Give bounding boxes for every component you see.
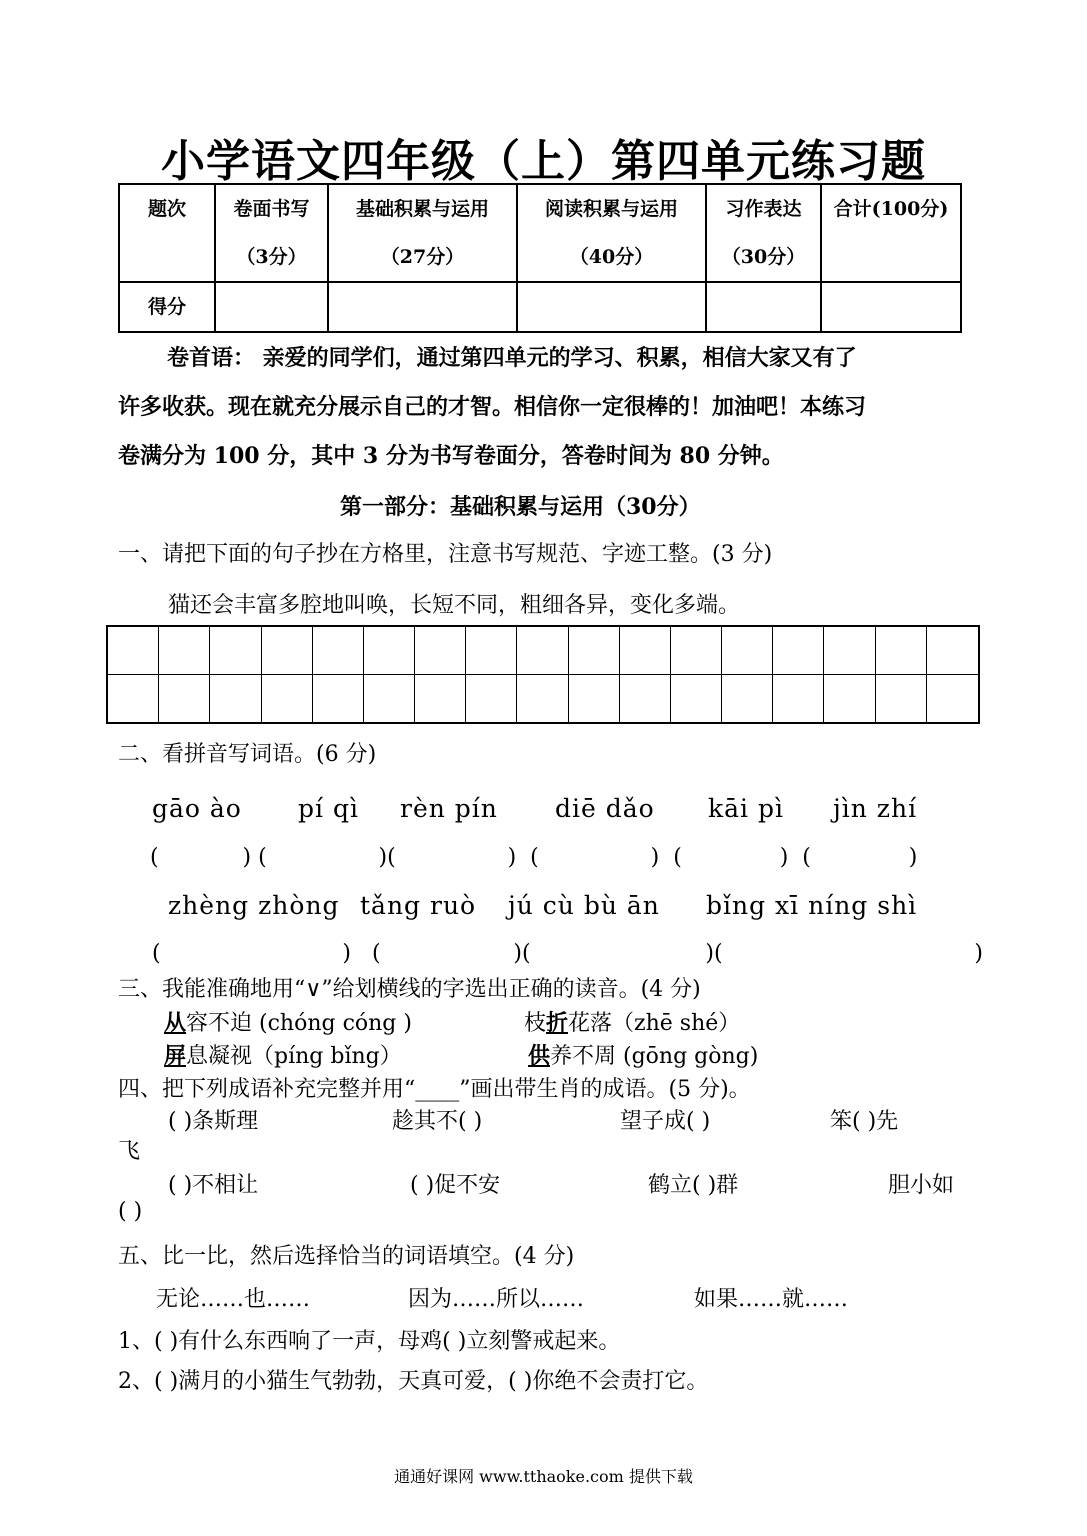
header-cell: 题次 <box>119 184 215 282</box>
header-cell: 合计(100分) <box>821 184 961 282</box>
pinyin: kāi pì <box>708 794 784 823</box>
intro-line-3: 卷满分为 100 分，其中 3 分为书写卷面分，答卷时间为 80 分钟。 <box>118 443 784 469</box>
idiom-item: 胆小如 <box>888 1173 955 1198</box>
q3-item: 屏息凝视（píng bǐng） <box>164 1043 402 1069</box>
score-input-cell[interactable] <box>328 282 517 332</box>
pinyin: rèn pín <box>400 794 498 823</box>
part1-heading: 第一部分：基础积累与运用（30分） <box>340 494 701 520</box>
pinyin: pí qì <box>298 794 359 823</box>
idiom-wrap: ( ) <box>118 1199 143 1224</box>
idiom-item: ( )不相让 <box>168 1173 259 1198</box>
q5-sentence-1: 1、( )有什么东西响了一声，母鸡( )立刻警戒起来。 <box>118 1329 621 1354</box>
q1-title: 一、请把下面的句子抄在方格里，注意书写规范、字迹工整。(3 分) <box>118 542 773 567</box>
q1-sentence: 猫还会丰富多腔地叫唤，长短不同，粗细各异，变化多端。 <box>168 593 741 618</box>
idiom-item: 笨( )先 <box>830 1109 899 1134</box>
header-cell: 基础积累与运用 （27分） <box>328 184 517 282</box>
idiom-item: ( )条斯理 <box>168 1109 259 1134</box>
q3-item: 供养不周 (gōng gòng) <box>528 1043 759 1069</box>
score-input-cell[interactable] <box>706 282 821 332</box>
score-input-cell[interactable] <box>215 282 328 332</box>
idiom-item: ( )促不安 <box>410 1173 501 1198</box>
page-title: 小学语文四年级（上）第四单元练习题 <box>161 136 926 187</box>
pinyin: jú cù bù ān <box>508 891 660 920</box>
intro-line-2: 许多收获。现在就充分展示自己的才智。相信你一定很棒的！加油吧！本练习 <box>118 394 867 420</box>
q5-title: 五、比一比，然后选择恰当的词语填空。(4 分) <box>118 1244 575 1269</box>
word-option: 如果……就…… <box>694 1287 849 1312</box>
q2-title: 二、看拼音写词语。(6 分) <box>118 742 377 767</box>
pinyin: jìn zhí <box>833 794 918 823</box>
score-input-cell[interactable] <box>517 282 706 332</box>
q3-item: 枝折花落（zhē shé） <box>524 1010 741 1036</box>
idiom-item: 望子成( ) <box>620 1109 711 1134</box>
pinyin: gāo ào <box>152 794 242 823</box>
score-input-cell[interactable] <box>821 282 961 332</box>
pinyin: diē dǎo <box>555 794 655 823</box>
q3-title: 三、我能准确地用“∨”给划横线的字选出正确的读音。(4 分) <box>118 977 701 1002</box>
header-cell: 卷面书写 （3分） <box>215 184 328 282</box>
answer-blank[interactable]: ( ) ( )( ) ( ) ( ) ( ) <box>150 845 918 870</box>
pinyin: tǎng ruò <box>360 891 477 920</box>
header-cell: 阅读积累与运用 （40分） <box>517 184 706 282</box>
q3-item: 从容不迫 (chóng cóng ) <box>164 1010 412 1036</box>
q5-sentence-2: 2、( )满月的小猫生气勃勃，天真可爱，( )你绝不会责打它。 <box>118 1369 709 1394</box>
writing-grid[interactable] <box>106 625 980 724</box>
footer-text: 通通好课网 www.tthaoke.com 提供下载 <box>394 1467 693 1486</box>
idiom-item: 鹤立( )群 <box>648 1173 739 1198</box>
score-row-label: 得分 <box>119 282 215 332</box>
pinyin: zhèng zhòng <box>168 891 340 920</box>
q4-title: 四、把下列成语补充完整并用“____”画出带生肖的成语。(5 分)。 <box>118 1077 751 1102</box>
idiom-wrap: 飞 <box>118 1139 141 1164</box>
intro-line-1: 卷首语： 亲爱的同学们，通过第四单元的学习、积累，相信大家又有了 <box>167 345 857 371</box>
pinyin: bǐng xī níng shì <box>706 891 918 920</box>
word-option: 无论……也…… <box>156 1287 311 1312</box>
answer-blank[interactable]: ( ) ( )( )( ) <box>152 941 983 966</box>
score-table <box>118 183 962 333</box>
header-cell: 习作表达 （30分） <box>706 184 821 282</box>
idiom-item: 趁其不( ) <box>392 1109 483 1134</box>
word-option: 因为……所以…… <box>408 1287 585 1312</box>
